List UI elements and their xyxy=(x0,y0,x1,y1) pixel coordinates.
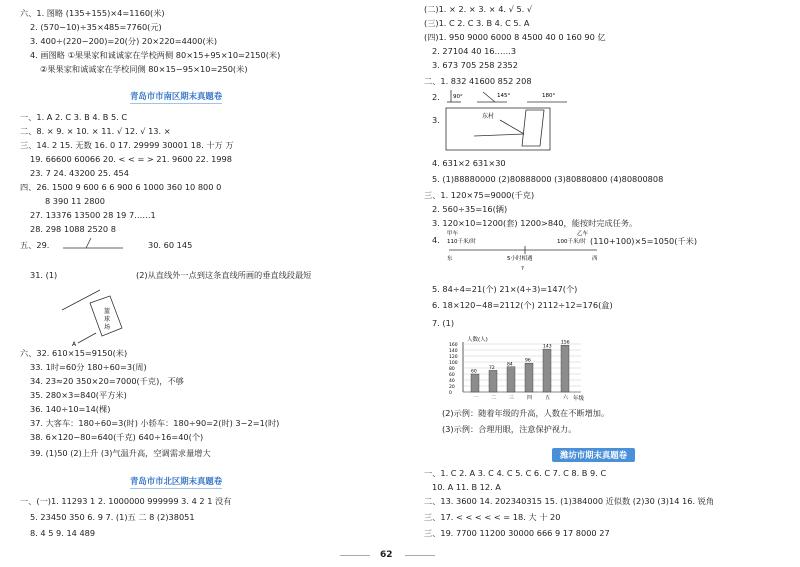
chart-data-label-1: 72 xyxy=(489,365,495,371)
q29-line-figure xyxy=(58,234,138,254)
left-line-21: 35. 280×3=840(平方米) xyxy=(30,390,127,400)
left-line-8: 19. 66600 60066 20. < < = > 21. 9600 22. 1998 xyxy=(30,154,232,164)
chart-bar-4 xyxy=(543,349,551,392)
left-line-6: 二、8. × 9. × 10. × 11. √ 12. √ 13. × xyxy=(20,126,171,136)
right-line-3: 2. 27104 40 16……3 xyxy=(432,46,517,56)
left-line-4: ②果果家和诚诚家在学校同侧 80×15−95×10=250(米) xyxy=(40,64,248,74)
left-line-10: 四、26. 1500 9 600 6 6 900 6 1000 360 10 800 0 xyxy=(20,182,222,192)
right-line-19: (3)示例：合理用眼，注意保护视力。 xyxy=(442,424,577,434)
chart-ytick-4: 80 xyxy=(449,367,455,372)
page-number-rule-left xyxy=(340,555,370,556)
page-number-rule-right xyxy=(405,555,435,556)
left-line-11: 8 390 11 2800 xyxy=(45,196,105,206)
right-line-14: (110+100)×5=1050(千米) xyxy=(590,236,698,246)
right-line-6: 2. xyxy=(432,92,440,102)
chart-bar-3 xyxy=(525,363,533,392)
east-label: 东 xyxy=(447,256,453,262)
right-line-8: 4. 631×2 631×30 xyxy=(432,158,506,168)
question-mark: ? xyxy=(521,266,524,272)
section-title-shibei: 青岛市市北区期末真题卷 xyxy=(130,475,222,489)
chart-data-label-5: 156 xyxy=(561,340,570,346)
left-line-13: 28. 298 1088 2520 8 xyxy=(30,224,116,234)
chart-ytick-1: 20 xyxy=(449,385,455,390)
q3-village-map-figure xyxy=(444,106,554,152)
right-line-23: 三、17. < < < < < = 18. 大 十 20 xyxy=(424,512,561,522)
chart-bar-1 xyxy=(489,370,497,392)
chart-category-5: 六 xyxy=(563,395,569,401)
q2-angles-figure xyxy=(447,88,572,106)
left-line-28: 8. 4 5 9. 14 489 xyxy=(30,528,96,538)
left-line-24: 38. 6×120−80=640(千克) 640÷16=40(个) xyxy=(30,432,204,442)
court-label-2: 球 xyxy=(104,316,111,323)
car-b-label: 乙车 xyxy=(577,231,589,237)
q4-meeting-diagram xyxy=(447,228,602,274)
chart-ytick-0: 0 xyxy=(449,391,452,396)
right-line-7: 3. xyxy=(432,115,440,125)
left-line-3: 4. 画图略 ①果果家和诚诚家在学校两侧 80×15+95×10=2150(米) xyxy=(30,50,281,60)
speed-a-label: 110千米/时 xyxy=(447,239,476,245)
left-line-16: 31. (1) xyxy=(30,270,58,280)
right-line-11: 2. 560÷35=16(辆) xyxy=(432,204,508,214)
chart-category-4: 五 xyxy=(545,395,551,401)
chart-bar-5 xyxy=(561,345,569,392)
chart-ytick-8: 160 xyxy=(449,343,458,348)
right-line-17: 7. (1) xyxy=(432,318,455,328)
angle-90-label: 90° xyxy=(453,94,463,100)
chart-ytick-3: 60 xyxy=(449,373,455,378)
left-line-7: 三、14. 2 15. 无数 16. 0 17. 29999 30001 18. 十万 万 xyxy=(20,140,234,150)
right-line-0: (二)1. × 2. × 3. × 4. √ 5. √ xyxy=(424,4,533,14)
right-line-4: 3. 673 705 258 2352 xyxy=(432,60,518,70)
right-line-12: 3. 120×10=1200(套) 1200>840，能按时完成任务。 xyxy=(432,218,638,228)
car-a-label: 甲车 xyxy=(447,231,459,237)
right-line-16: 6. 18×120−48=2112(个) 2112÷12=176(盒) xyxy=(432,300,613,310)
right-line-1: (三)1. C 2. C 3. B 4. C 5. A xyxy=(424,18,530,28)
court-label-3: 场 xyxy=(104,324,111,331)
west-label: 西 xyxy=(592,256,598,262)
section-title-weifang: 潍坊市期末真题卷 xyxy=(552,448,635,462)
right-line-10: 三、1. 120×75=9000(千克) xyxy=(424,190,535,200)
chart-bar-0 xyxy=(471,374,479,392)
right-line-2: (四)1. 950 9000 6000 8 4500 40 0 160 90 亿 xyxy=(424,32,606,42)
angle-145-label: 145° xyxy=(497,93,511,99)
chart-category-2: 三 xyxy=(509,395,515,401)
point-a-label: A xyxy=(72,341,77,348)
q7-bar-chart xyxy=(447,334,597,406)
left-line-20: 34. 23≈20 350×20=7000(千克)，不够 xyxy=(30,376,184,386)
left-line-5: 一、1. A 2. C 3. B 4. B 5. C xyxy=(20,112,128,122)
speed-b-label: 100千米/时 xyxy=(557,239,586,245)
right-line-9: 5. (1)88880000 (2)80888000 (3)80880800 (4)80800808 xyxy=(432,174,664,184)
chart-data-label-2: 84 xyxy=(507,362,513,368)
left-line-25: 39. (1)50 (2)上升 (3)气温升高，空调需求量增大 xyxy=(30,448,211,458)
meet-label: 5小时相遇 xyxy=(507,256,533,262)
chart-data-label-0: 60 xyxy=(471,369,477,375)
right-line-13: 4. xyxy=(432,235,440,245)
left-line-12: 27. 13376 13500 28 19 7……1 xyxy=(30,210,156,220)
left-line-1: 2. (570−10)÷35×485=7760(元) xyxy=(30,22,162,32)
chart-ylabel: 人数(人) xyxy=(467,337,488,343)
right-line-18: (2)示例：随着年级的升高，人数在不断增加。 xyxy=(442,408,610,418)
chart-ytick-2: 40 xyxy=(449,379,455,384)
chart-ytick-6: 120 xyxy=(449,355,458,360)
chart-data-label-4: 143 xyxy=(543,344,552,350)
chart-ytick-5: 100 xyxy=(449,361,458,366)
court-label-1: 篮 xyxy=(104,308,111,315)
section-title-shinan: 青岛市市南区期末真题卷 xyxy=(130,90,222,104)
chart-xlabel: 年级 xyxy=(573,396,585,402)
left-line-26: 一、(一)1. 11293 1 2. 1000000 999999 3. 4 2 1 没有 xyxy=(20,496,232,506)
chart-bar-2 xyxy=(507,367,515,392)
chart-data-label-3: 96 xyxy=(525,358,531,364)
left-line-15: 30. 60 145 xyxy=(148,240,193,250)
chart-category-3: 四 xyxy=(527,395,533,401)
q31-basketball-court-figure xyxy=(60,288,140,348)
left-line-17: (2)从直线外一点到这条直线所画的垂直线段最短 xyxy=(136,270,312,280)
map-village-label: 东村 xyxy=(482,113,495,120)
left-line-18: 六、32. 610×15=9150(米) xyxy=(20,348,128,358)
left-line-9: 23. 7 24. 43200 25. 454 xyxy=(30,168,129,178)
chart-category-1: 二 xyxy=(491,395,497,401)
left-line-0: 六、1. 图略 (135+155)×4=1160(米) xyxy=(20,8,165,18)
left-line-27: 5. 23450 350 6. 9 7. (1)五 二 8 (2)38051 xyxy=(30,512,195,522)
right-line-20: 一、1. C 2. A 3. C 4. C 5. C 6. C 7. C 8. B 9. C xyxy=(424,468,607,478)
right-line-24: 三、19. 7700 11200 30000 666 9 17 8000 27 xyxy=(424,528,610,538)
left-line-2: 3. 400÷(220−200)=20(分) 20×220=4400(米) xyxy=(30,36,218,46)
right-line-5: 二、1. 832 41600 852 208 xyxy=(424,76,532,86)
chart-category-0: 一 xyxy=(473,395,479,401)
right-line-15: 5. 84÷4=21(个) 21×(4÷3)=147(个) xyxy=(432,284,578,294)
angle-180-label: 180° xyxy=(542,93,556,99)
chart-ytick-7: 140 xyxy=(449,349,458,354)
left-line-14: 五、29. xyxy=(20,240,50,250)
left-line-22: 36. 140÷10=14(棵) xyxy=(30,404,111,414)
left-line-19: 33. 1时=60分 180÷60=3(周) xyxy=(30,362,147,372)
right-line-21: 10. A 11. B 12. A xyxy=(432,482,501,492)
page-number: 62 xyxy=(380,550,393,560)
left-line-23: 37. 大客车：180÷60=3(时) 小轿车：180÷90=2(时) 3−2=1(时) xyxy=(30,418,280,428)
right-line-22: 二、13. 3600 14. 202340315 15. (1)384000 近似数 (2)30 (3)14 16. 锐角 xyxy=(424,496,715,506)
